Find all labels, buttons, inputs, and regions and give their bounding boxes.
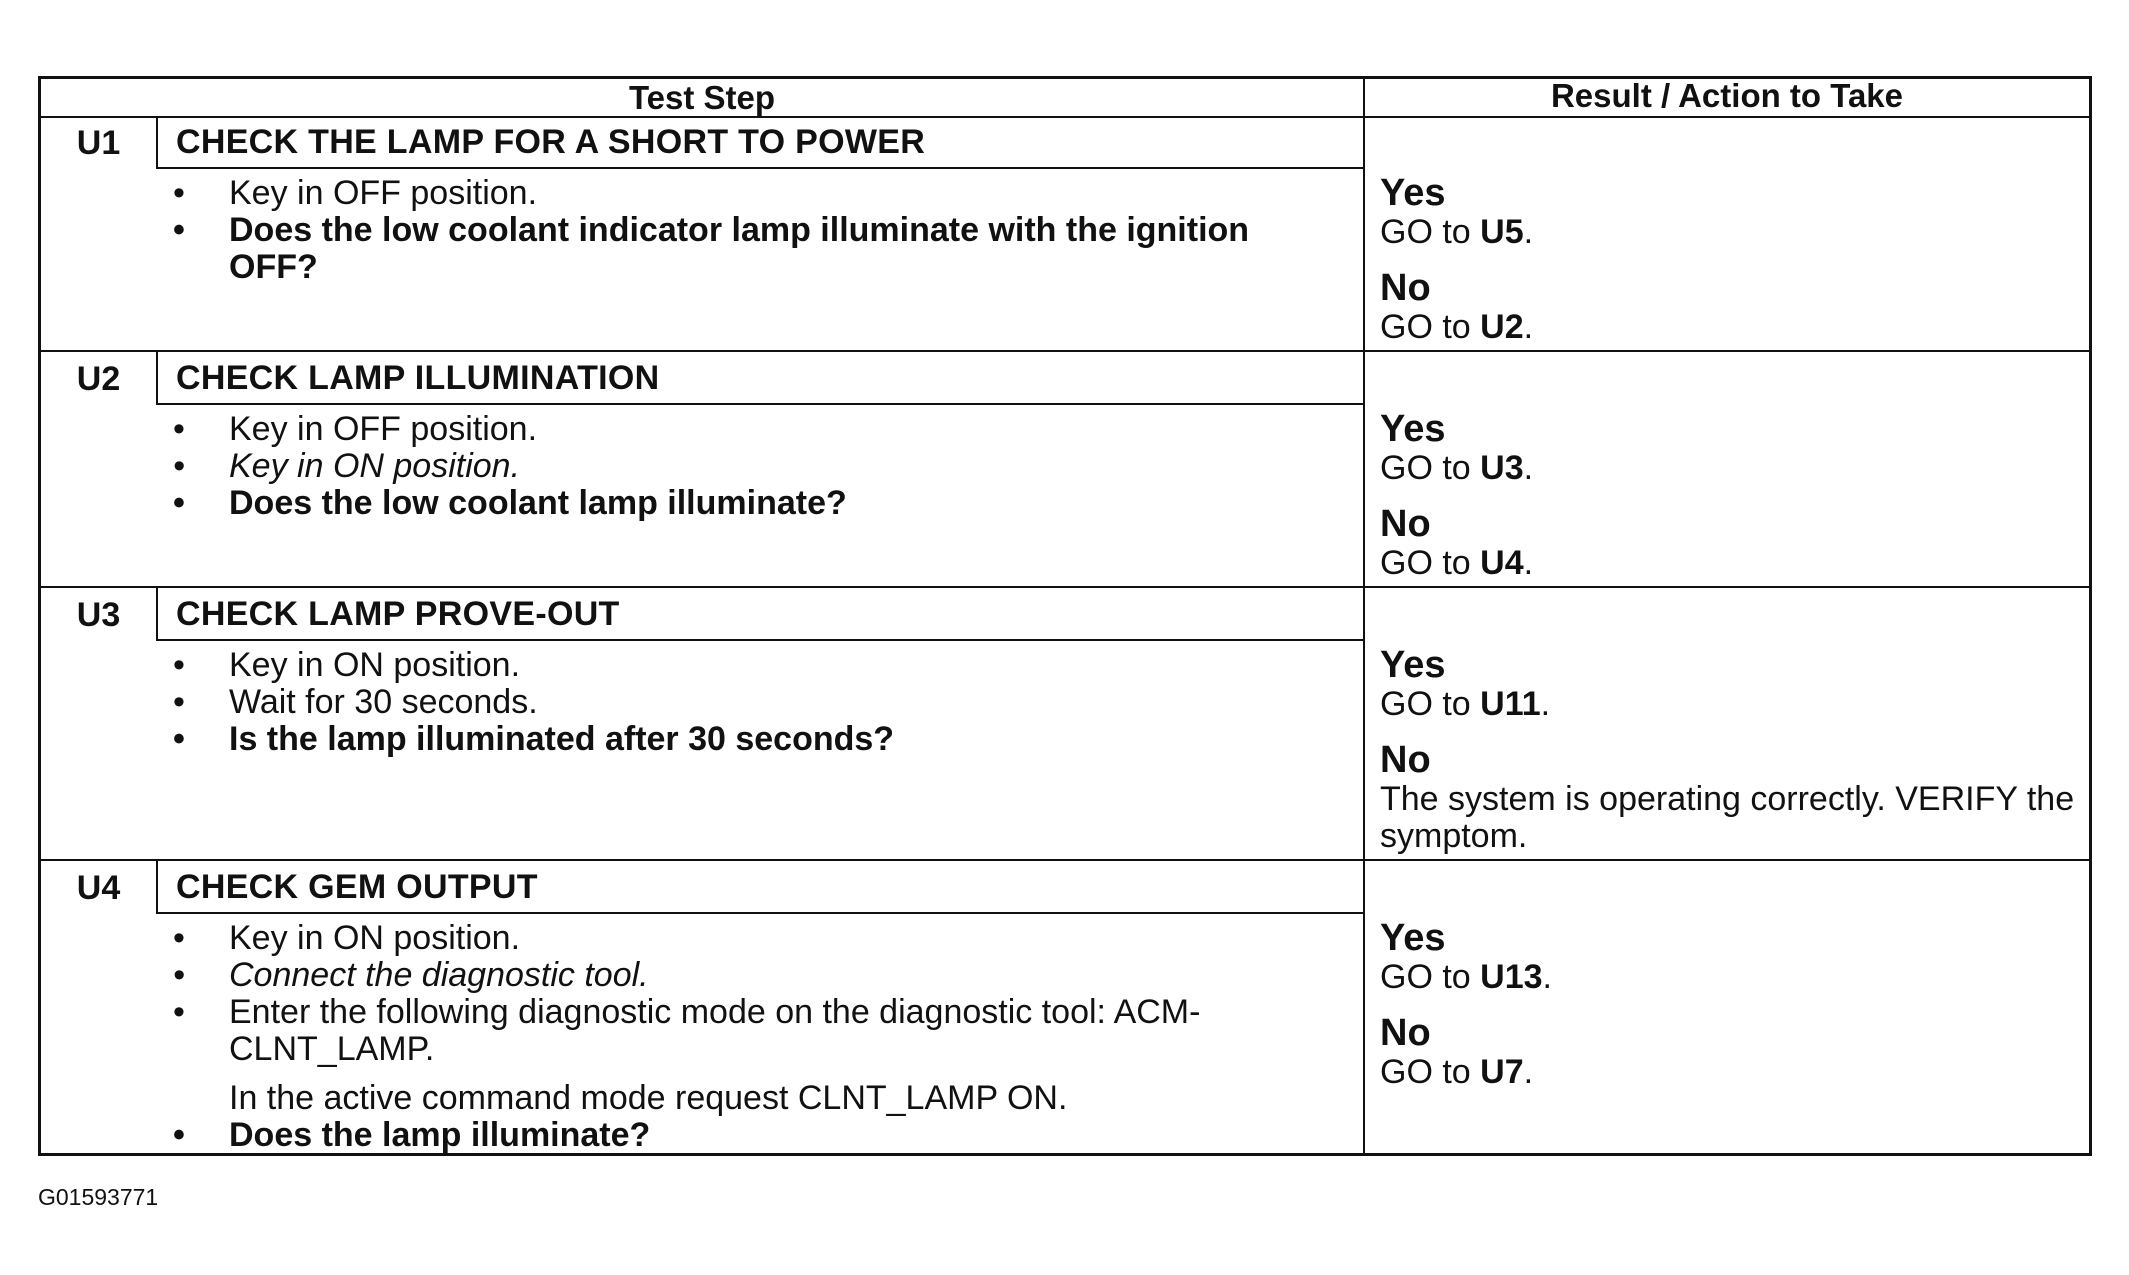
step-block-u4 [41, 861, 2089, 1156]
yes-label: Yes [1380, 172, 1446, 214]
instruction-item: • Key in ON position. [169, 647, 1339, 684]
yes-target-link[interactable]: U3 [1480, 449, 1524, 487]
instruction-question: • Does the lamp illuminate? [169, 1117, 1339, 1154]
yes-action: GO to U5. [1380, 213, 1534, 251]
no-label: No [1380, 503, 1431, 545]
step-result [1380, 917, 2080, 1091]
instruction-item: • Enter the following diagnostic mode on the diagnostic tool: ACM-CLNT_LAMP. [169, 994, 1339, 1068]
step-instructions [169, 920, 1339, 1154]
step-id: U1 [41, 116, 158, 169]
no-target-link[interactable]: U7 [1480, 1053, 1524, 1091]
yes-target-link[interactable]: U11 [1480, 685, 1541, 723]
yes-action: GO to U3. [1380, 449, 1534, 487]
yes-label: Yes [1380, 644, 1446, 686]
no-label: No [1380, 1012, 1431, 1054]
yes-label: Yes [1380, 917, 1446, 959]
step-id: U4 [41, 861, 158, 914]
step-title: CHECK LAMP ILLUMINATION [158, 352, 1363, 405]
instruction-item: • Key in ON position. [169, 920, 1339, 957]
yes-target-link[interactable]: U5 [1480, 213, 1524, 251]
instruction-question: • Does the low coolant indicator lamp illuminate with the ignition OFF? [169, 212, 1339, 286]
figure-id: G01593771 [38, 1184, 159, 1210]
step-id: U2 [41, 352, 158, 405]
step-block-u2 [41, 352, 2089, 588]
step-result [1380, 172, 2080, 346]
no-action: GO to U7. [1380, 1053, 1534, 1091]
no-action: GO to U2. [1380, 308, 1534, 346]
no-target-link[interactable]: U4 [1480, 544, 1524, 582]
table-header [41, 79, 2089, 118]
no-action: The system is operating correctly. VERIFY the symptom. [1380, 780, 2075, 855]
step-result [1380, 644, 2080, 855]
instruction-question: • Is the lamp illuminated after 30 seconds? [169, 721, 1339, 758]
step-block-u1 [41, 116, 2089, 352]
no-label: No [1380, 739, 1431, 781]
header-result-action: Result / Action to Take [1363, 79, 2089, 116]
yes-action: GO to U13. [1380, 958, 1552, 996]
instruction-note: In the active command mode request CLNT_LAMP ON. [229, 1079, 1068, 1117]
step-title: CHECK GEM OUTPUT [158, 861, 1363, 914]
instruction-item: • Connect the diagnostic tool. [169, 957, 1339, 994]
diagnostic-table [38, 76, 2092, 1156]
instruction-item: • Key in ON position. [169, 448, 1339, 485]
yes-action: GO to U11. [1380, 685, 1551, 723]
yes-label: Yes [1380, 408, 1446, 450]
step-instructions [169, 411, 1339, 522]
yes-target-link[interactable]: U13 [1480, 958, 1543, 996]
step-title: CHECK THE LAMP FOR A SHORT TO POWER [158, 116, 1363, 169]
step-instructions [169, 647, 1339, 758]
no-action: GO to U4. [1380, 544, 1534, 582]
no-target-link[interactable]: U2 [1480, 308, 1524, 346]
step-title: CHECK LAMP PROVE-OUT [158, 588, 1363, 641]
instruction-item: • Key in OFF position. [169, 175, 1339, 212]
instruction-item: • Wait for 30 seconds. [169, 684, 1339, 721]
no-label: No [1380, 267, 1431, 309]
step-result [1380, 408, 2080, 582]
instruction-item: • Key in OFF position. [169, 411, 1339, 448]
header-test-step: Test Step [628, 79, 776, 116]
instruction-question: • Does the low coolant lamp illuminate? [169, 485, 1339, 522]
step-block-u3 [41, 588, 2089, 861]
step-id: U3 [41, 588, 158, 641]
step-instructions [169, 175, 1339, 286]
